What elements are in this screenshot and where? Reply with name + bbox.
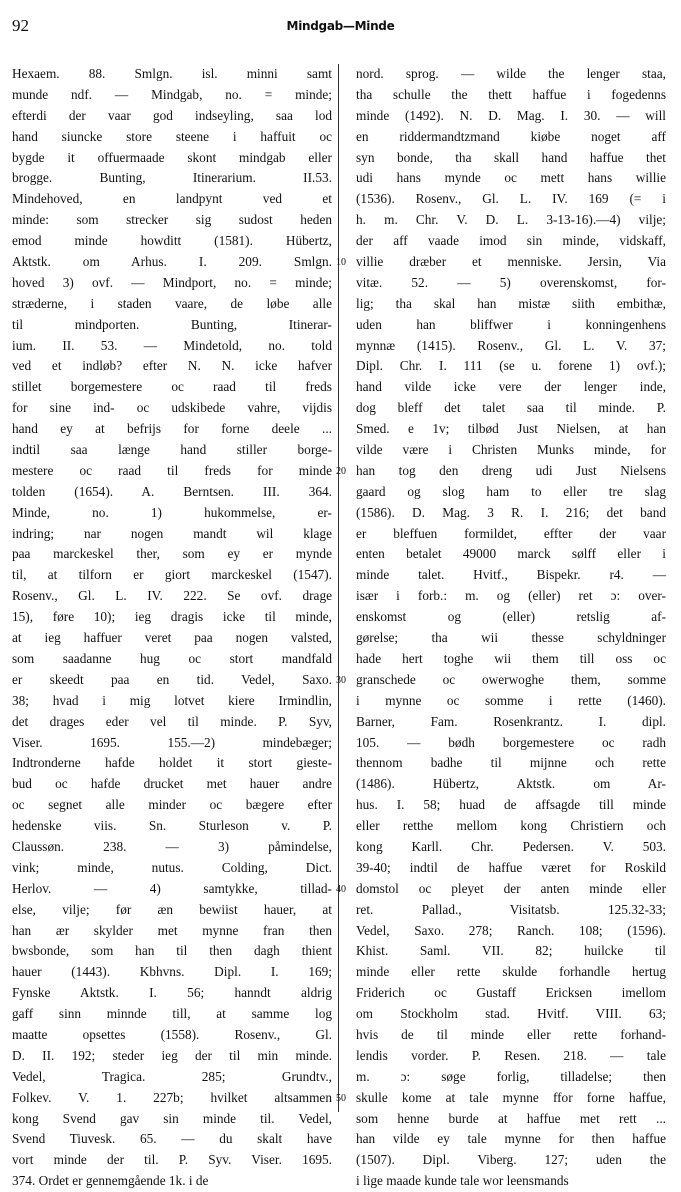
text-line: tolden (1654). A. Berntsen. III. 364. [12, 483, 332, 499]
column-divider [338, 64, 339, 1112]
text-line: Friderich oc Gustaff Ericksen imellom [356, 985, 666, 1001]
text-line: hand siuncke store steene i haffuit oc [12, 128, 332, 144]
text-line: domstol oc pleyet der anten minde eller [356, 880, 666, 896]
text-line: eller retthe mellom kong Christiern och [356, 818, 666, 834]
text-line: bud oc hafde drucket met hauer andre [12, 776, 332, 792]
text-line: kong Karll. Chr. Pedersen. V. 503. [356, 838, 666, 854]
text-line: indring; nar nogen mandt wil klage [12, 525, 332, 541]
text-line: 374. Ordet er gennemgående 1k. i de [12, 1173, 209, 1189]
text-line: gaard og slog ham to eller tre slag [356, 483, 666, 499]
text-line: i mynne oc somme i rette (1460). [356, 692, 666, 708]
text-line: villie dræber et menniske. Jersin, Via [356, 254, 666, 270]
text-line: (1486). Hübertz, Aktstk. om Ar- [356, 776, 666, 792]
text-line: minde: som strecker sig sudost heden [12, 212, 332, 228]
text-line: bwsbonde, som han til then dagh thient [12, 943, 332, 959]
text-line: Indtronderne hafde holdet it stort gieste- [12, 755, 332, 771]
text-line: Fynske Aktstk. I. 56; hanndt aldrig [12, 985, 332, 1001]
text-line: hand vilde icke vere der lenger inde, [356, 379, 666, 395]
text-line: som saadanne hug oc stort mandfald [12, 650, 332, 666]
text-line: lig; tha skal han mistæ siith embithæ, [356, 295, 666, 311]
text-line: kong Svend gav sin minde til. Vedel, [12, 1110, 332, 1126]
text-line: vink; minde, nutus. Colding, Dict. [12, 859, 332, 875]
page-number: 92 [12, 16, 29, 35]
text-line: i lige maade kunde tale wor leensmands [356, 1173, 569, 1189]
text-line: han ær skylder met mynne fran then [12, 922, 332, 938]
text-line: hus. I. 58; huad de affsagde till minde [356, 797, 666, 813]
text-line: hauer (1443). Kbhvns. Dipl. I. 169; [12, 964, 332, 980]
text-line: Aktstk. om Arhus. I. 209. Smlgn. [12, 254, 332, 270]
line-number: 30 [336, 675, 346, 687]
left-column [12, 64, 332, 1189]
text-line: D. II. 192; steder ieg der til min minde. [12, 1047, 332, 1063]
text-line: 38; hvad i mig lotvet kiere Irmindlin, [12, 692, 332, 708]
text-line: Viser. 1695. 155.—2) mindebæger; [12, 734, 332, 750]
text-line: (1507). Dipl. Viberg. 127; uden the [356, 1152, 666, 1168]
text-line: Mindehoved, en landpynt ved et [12, 191, 332, 207]
text-line: han tog den dreng udi Just Nielsens [356, 462, 666, 478]
text-line: Dipl. Chr. I. 111 (se u. forene 1) ovf.); [356, 358, 666, 374]
text-line: thennom badhe til mijnne och rette [356, 755, 666, 771]
text-line: nord. sprog. — wilde the lenger staa, [356, 66, 666, 81]
text-line: dog bleff det talet saa til minde. P. [356, 400, 666, 416]
text-line: skulle kome at tale mynne ffor forne haffue, [356, 1089, 666, 1105]
text-line: maatte opsettes (1558). Rosenv., Gl. [12, 1026, 332, 1042]
text-line: som henne burde at haffue met rett ... [356, 1110, 666, 1126]
text-line: hade hert toghe wii them till oss oc [356, 650, 666, 666]
running-head: Mindgab—Minde [286, 19, 395, 33]
text-line: lendis vorder. P. Resen. 218. — tale [356, 1047, 666, 1063]
text-line: Vedel, Tragica. 285; Grundtv., [12, 1068, 332, 1084]
text-line: Smed. e 1v; tilbød Just Nielsen, at han [356, 421, 666, 437]
text-line: indtil saa længe hand stiller borge- [12, 442, 332, 458]
text-line: syn bonde, tha skall hand haffue thet [356, 149, 666, 165]
text-line: emod minde howditt (1581). Hübertz, [12, 233, 332, 249]
text-line: Folkev. V. 1. 227b; hvilket altsammen [12, 1089, 332, 1105]
line-number: 40 [336, 884, 346, 896]
text-line: Herlov. — 4) samtykke, tillad- [12, 880, 332, 896]
text-line: der aff vaade imod sin minde, vidskaff, [356, 233, 666, 249]
text-line: minde (1492). N. D. Mag. I. 30. — will [356, 107, 666, 123]
text-line: Barner, Fam. Rosenkrantz. I. dipl. [356, 713, 666, 729]
text-line: ret. Pallad., Visitatsb. 125.32-33; [356, 901, 666, 917]
text-line: efterdi der vaar god indseyling, saa lod [12, 107, 332, 123]
text-line: er bleffuen formildet, effter der vaar [356, 525, 666, 541]
text-line: oc segnet alle minder oc bægere efter [12, 797, 332, 813]
text-line: paa marckeskel ther, som ey er mynde [12, 546, 332, 562]
text-line: munde ndf. — Mindgab, no. = minde; [12, 86, 332, 102]
text-line: mynnæ (1415). Rosenv., Gl. L. V. 37; [356, 337, 666, 353]
text-line: 15), føre 10); ieg dragis icke til minde, [12, 609, 332, 625]
text-line: Hexaem. 88. Smlgn. isl. minni samt [12, 66, 332, 81]
text-line: hedenske viis. Sn. Sturleson v. P. [12, 818, 332, 834]
text-line: hvis de til minde eller rette forhand- [356, 1026, 666, 1042]
text-line: mestere oc raad til freds for minde [12, 462, 332, 478]
text-line: vilde være i Christen Munks minde, for [356, 442, 666, 458]
text-line: vitæ. 52. — 5) overenskomst, for- [356, 274, 666, 290]
text-line: en riddermandtzmand kiøbe noget aff [356, 128, 666, 144]
text-line: 105. — bødh borgemestere oc radh [356, 734, 666, 750]
line-number: 10 [336, 257, 346, 269]
text-line: hoved 3) ovf. — Mindport, no. = minde; [12, 274, 332, 290]
text-line: brogge. Bunting, Itinerarium. II.53. [12, 170, 332, 186]
text-line: (1586). D. Mag. 3 R. I. 216; det band [356, 504, 666, 520]
text-line: han vilde ey tale mynne for then haffue [356, 1131, 666, 1147]
text-line: gaff sinn minnde till, at samme log [12, 1006, 332, 1022]
text-line: else, vilje; før æn bewiist hauer, at [12, 901, 332, 917]
text-line: ved et indløb? efter N. N. icke hafver [12, 358, 332, 374]
text-line: for sine ind- oc udskibede vahre, vijdis [12, 400, 332, 416]
text-line: er skeedt paa en tid. Vedel, Saxo. [12, 671, 332, 687]
text-line: vort minde der til. P. Syv. Viser. 1695. [12, 1152, 332, 1168]
line-number: 50 [336, 1093, 346, 1105]
text-line: det drages eder vel til minde. P. Syv, [12, 713, 332, 729]
text-line: uden han bliffwer i konningenhens [356, 316, 666, 332]
text-line: Svend Tiuvesk. 65. — du skalt have [12, 1131, 332, 1147]
text-line: enskomst og (eller) retslig af- [356, 609, 666, 625]
text-line: granschede oc owerwoghe them, somme [356, 671, 666, 687]
text-line: m. ɔ: søge forlig, tilladelse; then [356, 1068, 666, 1084]
text-line: om Stockholm stad. Hvitf. VIII. 63; [356, 1006, 666, 1022]
page-header [12, 16, 669, 38]
text-line: stræderne, i staden vaare, de løbe alle [12, 295, 332, 311]
line-number: 20 [336, 466, 346, 478]
right-column [356, 64, 666, 1189]
text-line: minde talet. Hvitf., Bispekr. r4. — [356, 567, 666, 583]
text-line: Minde, no. 1) hukommelse, er- [12, 504, 332, 520]
text-line: Khist. Saml. VII. 82; huilcke til [356, 943, 666, 959]
text-line: især i forb.: m. og (eller) ret ɔ: over- [356, 588, 666, 604]
text-line: Rosenv., Gl. L. IV. 222. Se ovf. drage [12, 588, 332, 604]
text-line: tha schulle the thett haffue i fogedenns [356, 86, 666, 102]
text-line: stillet borgemestere oc raad til freds [12, 379, 332, 395]
text-line: bygde it offuermaade skont mindgab eller [12, 149, 332, 165]
text-line: gørelse; tha wii thesse schyldninger [356, 630, 666, 646]
text-line: at ieg haffuer veret paa nogen valsted, [12, 630, 332, 646]
text-line: ium. II. 53. — Mindetold, no. told [12, 337, 332, 353]
text-line: (1536). Rosenv., Gl. L. IV. 169 (= i [356, 191, 666, 207]
text-line: Claussøn. 238. — 3) påmindelse, [12, 838, 332, 854]
text-line: hand ey at befrijs for forne deele ... [12, 421, 332, 437]
text-line: 39-40; indtil de haffue været for Roskild [356, 859, 666, 875]
text-line: til mindporten. Bunting, Itinerar- [12, 316, 332, 332]
text-line: h. m. Chr. V. D. L. 3-13-16).—4) vilje; [356, 212, 666, 228]
text-line: til, at tilforn er giort marckeskel (1547). [12, 567, 332, 583]
text-line: minde eller rette skulde forhandle hertug [356, 964, 666, 980]
text-line: udi hans mynde oc mett hans willie [356, 170, 666, 186]
text-line: Vedel, Saxo. 278; Ranch. 108; (1596). [356, 922, 666, 938]
text-line: enten betalet 49000 marck sølff eller i [356, 546, 666, 562]
